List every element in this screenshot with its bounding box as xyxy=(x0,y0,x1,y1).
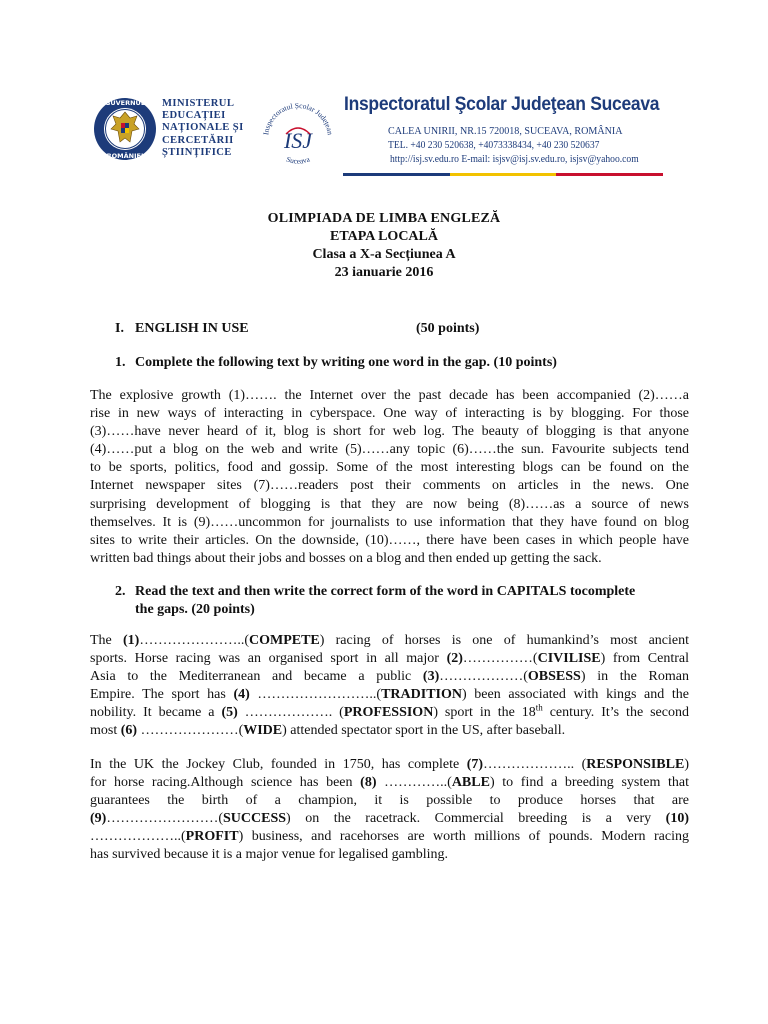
text-line: to be sports, politics, food and gossip. Some of the most interesting blogs can be found on the xyxy=(90,460,689,476)
institution-phone: TEL. +40 230 520638, +4073338434, +40 230 520637 xyxy=(388,140,600,151)
text-line: (9)……………………(SUCCESS) on the racetrack. Commercial breeding is a very (10) xyxy=(90,811,689,827)
isj-logo-letters: ISJ xyxy=(283,128,313,153)
exam-date: 23 ianuarie 2016 xyxy=(334,265,434,280)
question1-instruction: Complete the following text by writing one word in the gap. (10 points) xyxy=(135,355,557,370)
text-line: (4)……put a blog on the web and write (5)……any topic (6)……the sun. Favourite subjects tend xyxy=(90,442,689,458)
class-section: Clasa a X-a Secțiunea A xyxy=(312,247,456,262)
olympiad-title: OLIMPIADA DE LIMBA ENGLEZĂ xyxy=(267,211,501,226)
text-line: has survived because it is a major venue for legalised gambling. xyxy=(90,847,449,863)
tricolor-segment-yellow xyxy=(450,173,557,176)
text-line: for horse racing.Although science has been (8) …………..(ABLE) to find a breeding system that xyxy=(90,775,689,791)
text-line: Empire. The sport has (4) ……………………..(TRADITION) been associated with kings and the xyxy=(90,687,690,703)
ministry-line: EDUCAȚIEI xyxy=(162,110,226,122)
isj-logo-icon xyxy=(258,92,338,174)
ministry-line: MINISTERUL xyxy=(162,98,235,109)
question2-instruction-cont: the gaps. (20 points) xyxy=(135,602,255,617)
institution-address: CALEA UNIRII, NR.15 720018, SUCEAVA, ROMÂNIA xyxy=(388,126,623,137)
question2-paragraph-2 xyxy=(90,756,689,865)
government-crest-icon xyxy=(92,96,158,162)
question1-text xyxy=(90,387,689,568)
text-line: rise in new ways of interacting in cyberspace. One way of interacting is by blogging. For those xyxy=(90,406,689,422)
section-number: I. xyxy=(115,321,124,336)
question2-paragraph-1 xyxy=(90,632,689,741)
question1-number: 1. xyxy=(115,355,126,370)
text-line: In the UK the Jockey Club, founded in 1750, has complete (7)……………….. (RESPONSIBLE) xyxy=(90,757,689,772)
ministry-line: NAȚIONALE ȘI xyxy=(162,122,244,134)
text-line: Asia to the Mediterranean and became a public (3)………………(OBSESS) in the Roman xyxy=(90,669,689,685)
text-line: Internet newspaper sites (7)……readers post their comments on articles in the news. One xyxy=(90,478,689,494)
text-line: (3)……have never heard of it, blog is short for web log. The beauty of blogging is that anyone xyxy=(90,424,689,440)
institution-web-email: http://isj.sv.edu.ro E-mail: isjsv@isj.sv.edu.ro, isjsv@yahoo.com xyxy=(390,154,639,165)
letterhead xyxy=(88,88,666,182)
ministry-line: CERCETĂRII xyxy=(162,134,234,146)
text-line: written bad things about their jobs and bosses on a blog and then ended up getting the sack. xyxy=(90,550,602,566)
tricolor-bar xyxy=(343,173,663,176)
text-line: sites to write their articles. On the downside, (10)……, there have been cases in which people have xyxy=(90,532,689,548)
question2-instruction: Read the text and then write the correct form of the word in CAPITALS tocomplete xyxy=(135,584,636,599)
text-line: most (6) …………………(WIDE) attended spectator sport in the US, after baseball. xyxy=(90,723,566,739)
isj-arc-bottom-text: Suceava xyxy=(285,154,311,166)
text-line: The (1)…………………..(COMPETE) racing of horses is one of humankind’s most ancient xyxy=(90,633,689,648)
tricolor-segment-red xyxy=(556,173,663,176)
text-line: ………………..(PROFIT) business, and racehorses are worth millions of pounds. Modern racing xyxy=(90,829,689,845)
crest-top-text: GUVERNUL xyxy=(105,99,145,107)
text-line: The explosive growth (1)……. the Internet over the past decade has been accompanied (2)……a xyxy=(90,388,689,403)
text-line: sports. Horse racing was an organised sport in all major (2)……………(CIVILISE) from Central xyxy=(90,651,689,667)
crest-bottom-text: ROMÂNIEI xyxy=(106,152,144,160)
section-points: (50 points) xyxy=(416,321,480,336)
section-title: ENGLISH IN USE xyxy=(135,321,249,336)
ministry-name xyxy=(162,98,254,159)
text-line: nobility. It became a (5) ………………. (PROFESSION) sport in the 18th century. It’s the second xyxy=(90,702,689,721)
text-line: guarantees the birth of a champion, it is possible to produce horses that are xyxy=(90,793,689,809)
ministry-line: ȘTIINȚIFICE xyxy=(162,146,232,158)
institution-name: Inspectoratul Şcolar Judeţean Suceava xyxy=(344,94,660,115)
question2-number: 2. xyxy=(115,584,126,599)
text-line: surprising development of blogging is that they are now being (8)……as a source of news xyxy=(90,496,689,512)
isj-arc-top-text: Inspectoratul Școlar Județean xyxy=(261,100,335,136)
stage-title: ETAPA LOCALĂ xyxy=(330,229,438,244)
text-line: themselves. It is (9)……uncommon for journalists to use information that they have found on blog xyxy=(90,514,689,530)
tricolor-segment-blue xyxy=(343,173,450,176)
